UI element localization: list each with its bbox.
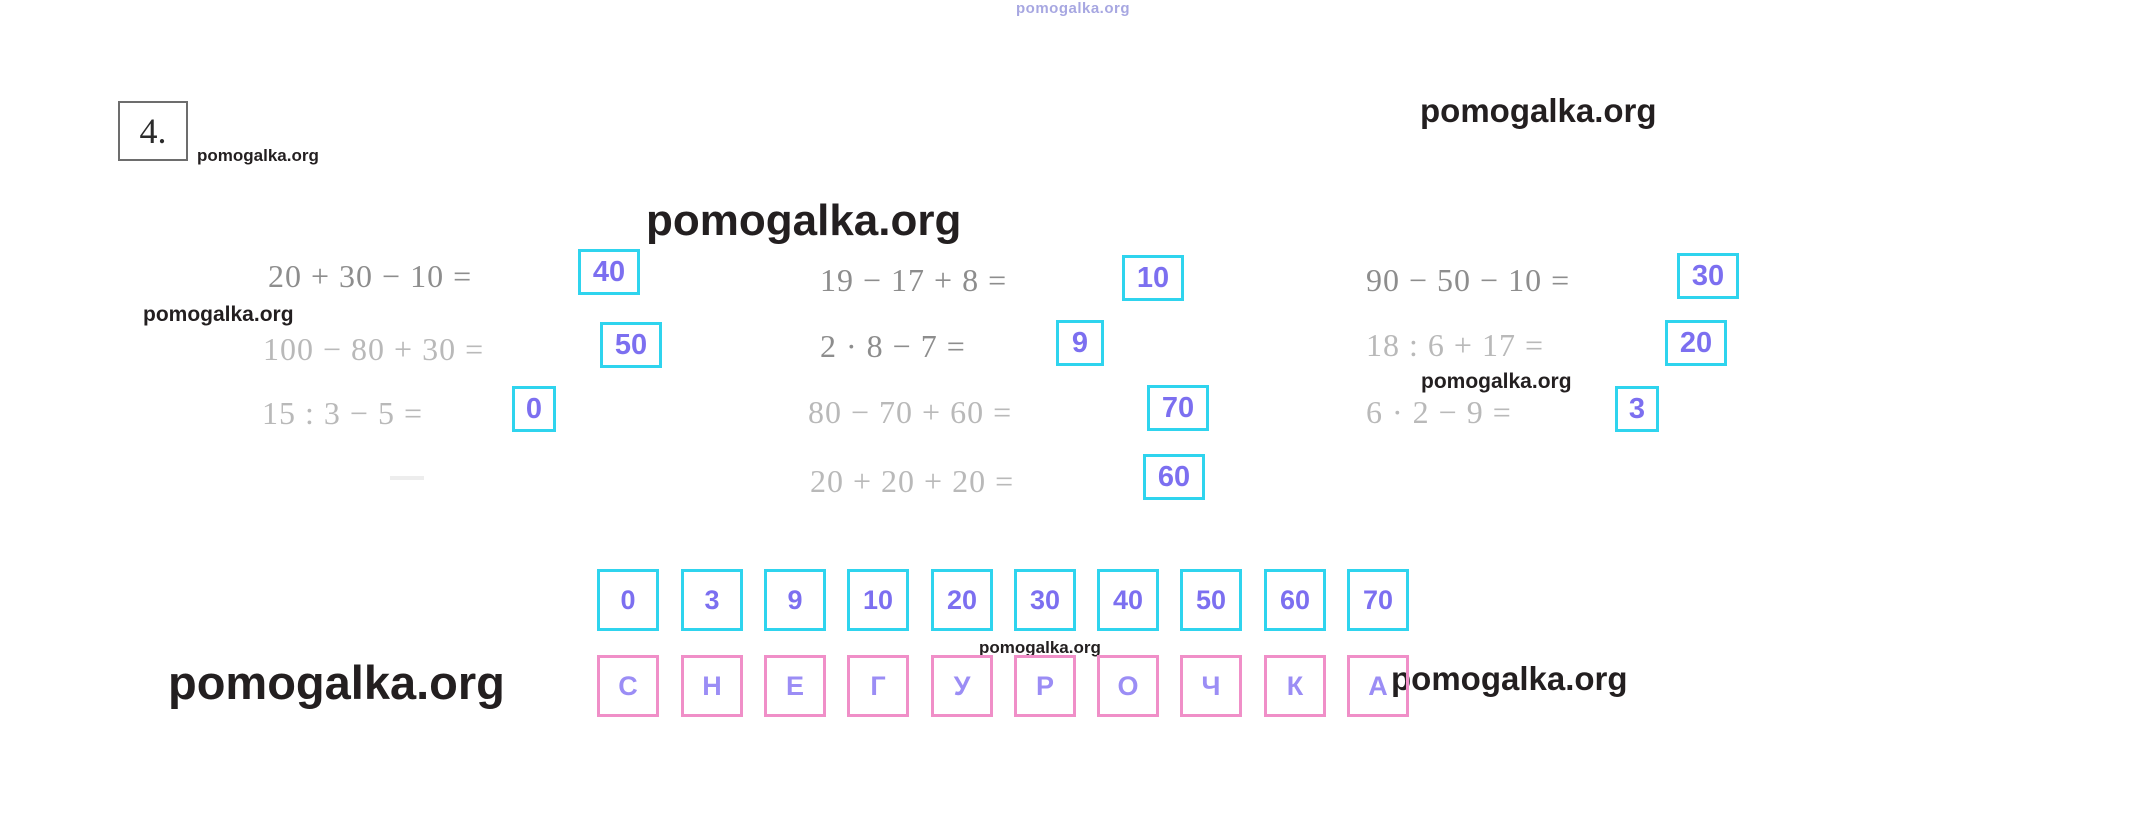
answer-box-3-3[interactable]: 3: [1615, 386, 1659, 432]
key-letter-cell[interactable]: У: [931, 655, 993, 717]
key-letter-cell[interactable]: А: [1347, 655, 1409, 717]
watermark-small-4: pomogalka.org: [979, 638, 1101, 657]
key-letter-cell[interactable]: К: [1264, 655, 1326, 717]
key-letter-cell[interactable]: О: [1097, 655, 1159, 717]
watermark-small-1: pomogalka.org: [197, 146, 319, 165]
key-number-cell[interactable]: 30: [1014, 569, 1076, 631]
watermark-small-3: pomogalka.org: [1421, 370, 1572, 393]
key-number-cell[interactable]: 40: [1097, 569, 1159, 631]
equation-2-2: 2 · 8 − 7 =: [820, 328, 966, 364]
equation-1-2: 100 − 80 + 30 =: [263, 331, 485, 367]
key-number-cell[interactable]: 0: [597, 569, 659, 631]
key-number-cell[interactable]: 70: [1347, 569, 1409, 631]
equation-1-3: 15 : 3 − 5 =: [262, 395, 423, 431]
equation-3-3: 6 · 2 − 9 =: [1366, 394, 1512, 430]
key-letter-cell[interactable]: Г: [847, 655, 909, 717]
watermark-small-2: pomogalka.org: [143, 303, 294, 326]
pencil-smudge-1: [390, 476, 424, 480]
equation-3-2: 18 : 6 + 17 =: [1366, 327, 1544, 363]
equation-2-3: 80 − 70 + 60 =: [808, 394, 1013, 430]
answer-box-2-3[interactable]: 70: [1147, 385, 1209, 431]
watermark-center: pomogalka.org: [646, 196, 962, 245]
key-letter-cell[interactable]: Н: [681, 655, 743, 717]
key-letter-cell[interactable]: Р: [1014, 655, 1076, 717]
key-number-cell[interactable]: 3: [681, 569, 743, 631]
answer-box-3-1[interactable]: 30: [1677, 253, 1739, 299]
key-letter-cell[interactable]: С: [597, 655, 659, 717]
exercise-number: 4.: [118, 101, 188, 161]
answer-box-1-1[interactable]: 40: [578, 249, 640, 295]
equation-1-1: 20 + 30 − 10 =: [268, 258, 473, 294]
key-number-cell[interactable]: 20: [931, 569, 993, 631]
watermark-mid-right: pomogalka.org: [1420, 92, 1657, 129]
key-number-cell[interactable]: 50: [1180, 569, 1242, 631]
key-number-cell[interactable]: 10: [847, 569, 909, 631]
key-number-cell[interactable]: 9: [764, 569, 826, 631]
answer-box-2-1[interactable]: 10: [1122, 255, 1184, 301]
watermark-big-right: pomogalka.org: [1391, 660, 1628, 697]
equation-3-1: 90 − 50 − 10 =: [1366, 262, 1571, 298]
watermark-big-left: pomogalka.org: [168, 656, 505, 709]
key-letter-cell[interactable]: Е: [764, 655, 826, 717]
answer-box-1-2[interactable]: 50: [600, 322, 662, 368]
key-number-cell[interactable]: 60: [1264, 569, 1326, 631]
answer-box-1-3[interactable]: 0: [512, 386, 556, 432]
key-letter-cell[interactable]: Ч: [1180, 655, 1242, 717]
watermark-top: pomogalka.org: [1016, 0, 1131, 17]
answer-box-2-2[interactable]: 9: [1056, 320, 1104, 366]
answer-box-2-4[interactable]: 60: [1143, 454, 1205, 500]
equation-2-1: 19 − 17 + 8 =: [820, 262, 1008, 298]
answer-box-3-2[interactable]: 20: [1665, 320, 1727, 366]
equation-2-4: 20 + 20 + 20 =: [810, 463, 1015, 499]
